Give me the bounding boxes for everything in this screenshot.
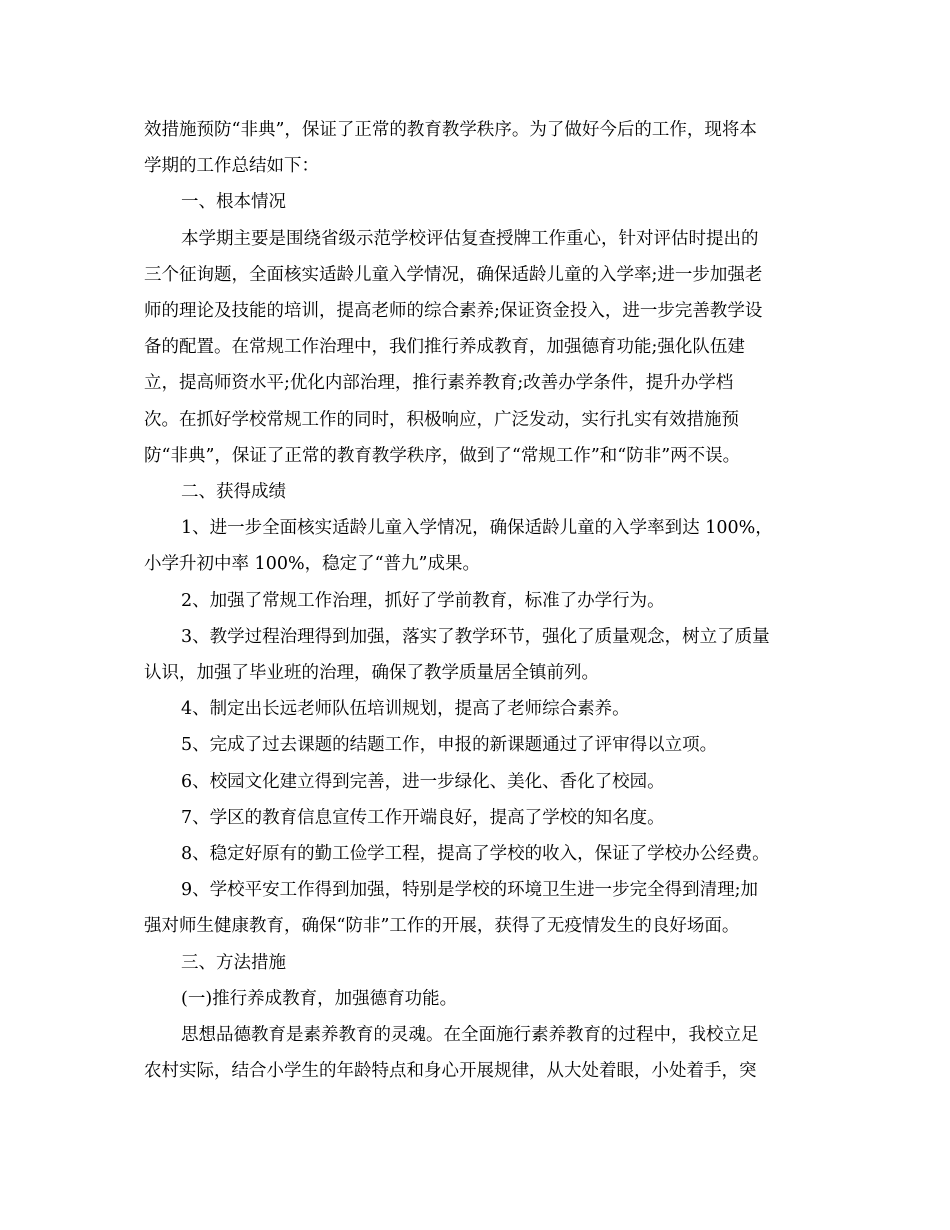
document-body xyxy=(144,112,808,1089)
text-line: (一)推行养成教育，加强德育功能。 xyxy=(181,988,458,1009)
text-line: 防“非典”，保证了正常的教育教学秩序，做到了“常规工作”和“防非”两不误。 xyxy=(144,445,741,466)
text-line: 本学期主要是围绕省级示范学校评估复查授牌工作重心，针对评估时提出的 xyxy=(181,228,759,249)
text-line: 1、进一步全面核实适龄儿童入学情况，确保适龄儿童的入学率到达 100%， xyxy=(181,518,773,539)
text-line: 6、校园文化建立得到完善，进一步绿化、美化、香化了校园。 xyxy=(181,771,665,792)
text-line: 强对师生健康教育，确保“防非”工作的开展，获得了无疫情发生的良好场面。 xyxy=(144,916,740,937)
text-line: 5、完成了过去课题的结题工作，申报的新课题通过了评审得以立项。 xyxy=(181,735,718,756)
text-line: 8、稳定好原有的勤工俭学工程，提高了学校的收入，保证了学校办公经费。 xyxy=(181,844,770,865)
text-line: 3、教学过程治理得到加强，落实了教学环节，强化了质量观念，树立了质量 xyxy=(181,626,770,647)
text-line: 2、加强了常规工作治理，抓好了学前教育，标准了办学行为。 xyxy=(181,590,665,611)
text-line: 小学升初中率 100%，稳定了“普九”成果。 xyxy=(144,554,480,575)
text-line: 师的理论及技能的培训，提高老师的综合素养;保证资金投入，进一步完善教学设 xyxy=(144,301,763,322)
text-line: 学期的工作总结如下： xyxy=(144,156,319,177)
text-line: 效措施预防“非典”，保证了正常的教育教学秩序。为了做好今后的工作，现将本 xyxy=(144,120,757,140)
text-line: 三、方法措施 xyxy=(181,952,286,973)
text-line: 立，提高师资水平;优化内部治理，推行素养教育;改善办学条件，提升办学档 xyxy=(144,373,734,394)
text-line: 二、获得成绩 xyxy=(181,482,286,503)
text-line: 思想品德教育是素养教育的灵魂。在全面施行素养教育的过程中，我校立足 xyxy=(181,1025,759,1046)
text-line: 认识，加强了毕业班的治理，确保了教学质量居全镇前列。 xyxy=(144,663,599,684)
text-line: 一、根本情况 xyxy=(181,192,286,213)
text-line: 农村实际，结合小学生的年龄特点和身心开展规律，从大处着眼，小处着手，突 xyxy=(144,1061,757,1082)
text-line: 9、学校平安工作得到加强，特别是学校的环境卫生进一步完全得到清理;加 xyxy=(181,880,759,901)
text-line: 4、制定出长远老师队伍培训规划，提高了老师综合素养。 xyxy=(181,699,630,720)
text-line: 7、学区的教育信息宣传工作开端良好，提高了学校的知名度。 xyxy=(181,807,665,828)
text-line: 备的配置。在常规工作治理中，我们推行养成教育，加强德育功能;强化队伍建 xyxy=(144,337,745,358)
text-line: 次。在抓好学校常规工作的同时，积极响应，广泛发动，实行扎实有效措施预 xyxy=(144,409,739,430)
text-line: 三个征询题，全面核实适龄儿童入学情况，确保适龄儿童的入学率;进一步加强老 xyxy=(144,264,763,285)
